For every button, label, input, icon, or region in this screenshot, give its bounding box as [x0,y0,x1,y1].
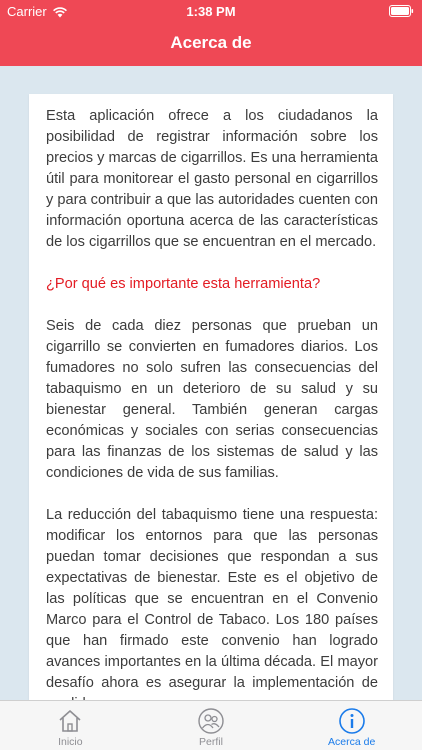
carrier-label: Carrier [7,4,47,19]
info-icon [338,707,366,735]
tab-acerca-de[interactable] [281,701,422,750]
page-title: Acerca de [170,33,252,52]
status-time: 1:38 PM [186,4,236,19]
tab-label: Inicio [58,736,83,748]
people-icon [197,707,225,735]
tab-label: Perfil [199,736,223,748]
question-heading: ¿Por qué es importante esta herramienta? [46,276,321,292]
body-paragraph: La reducción del tabaquismo tiene una respuesta: modificar los entornos para que las personas puedan tomar decisiones que respondan a sus expectativas de bienestar. Este es el objetivo de las políticas que se encuentran en el Convenio Marco para el Control de Tabaco. Los 180 países que han firmado este convenio han logrado avances importantes en la última década. El mayor desafío ahora es asegurar la implementación de [46,507,378,691]
intro-paragraph: Esta aplicación ofrece a los ciudadanos la posibilidad de registrar información sobre los precios y marcas de cigarrillos. Es una herramienta útil para monitorear el gasto personal en cigarrillos y para contribuir a que las autoridades cuenten con información oportuna acerca de las características de los cigarrillos que se encuentran en el mercado. [46,108,378,250]
battery-icon [389,5,414,17]
about-card[interactable] [29,94,393,700]
tab-perfil[interactable] [141,701,282,750]
tab-label: Acerca de [328,736,376,748]
tab-bar [0,700,422,750]
status-bar [0,0,422,22]
about-text [29,94,393,715]
body-paragraph: Seis de cada diez personas que prueban un cigarrillo se convierten en fumadores diarios. Los fumadores no solo sufren las consecuencias del tabaquismo en un deterioro de su salud y su bienestar general. También generan cargas económicas y sociales con serias consecuencias para las finanzas de los sistemas de salud y las condiciones de vida de sus familias. [46,318,378,481]
app-header [0,0,422,66]
home-icon [56,707,84,735]
tab-inicio[interactable] [0,701,141,750]
